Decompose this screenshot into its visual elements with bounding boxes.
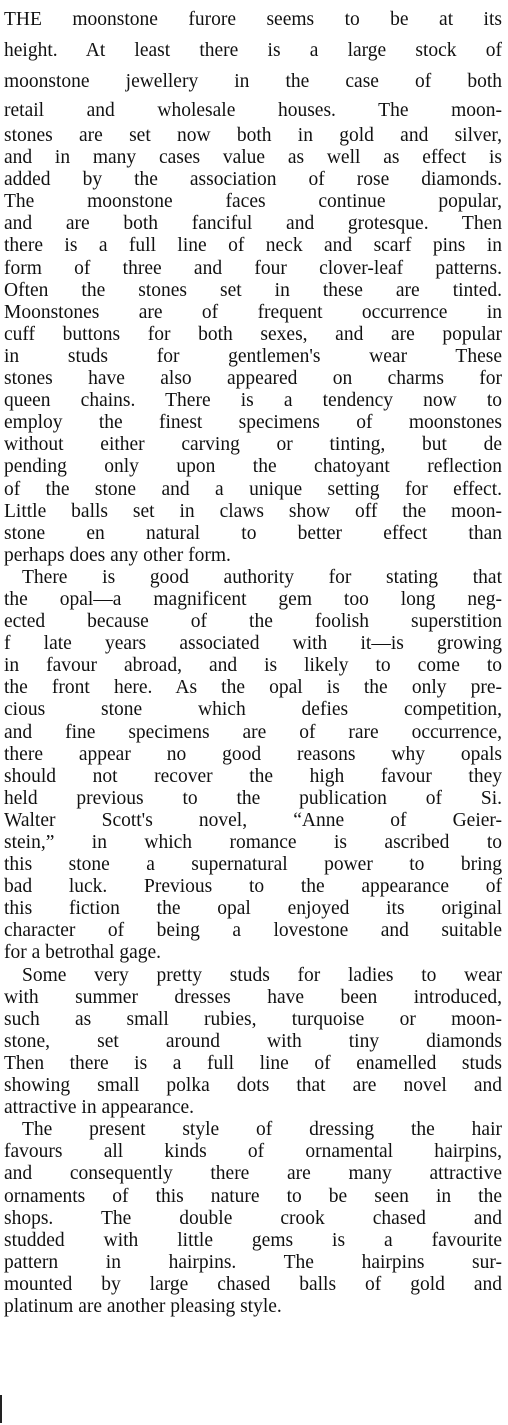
- text-line: there appear no good reasons why opals: [4, 743, 502, 765]
- text-line: studded with little gems is a favourite: [4, 1229, 502, 1251]
- text-line: attractive in appearance.: [4, 1097, 195, 1119]
- text-line: ornaments of this nature to be seen in the: [4, 1185, 502, 1207]
- text-line: added by the association of rose diamonds.: [4, 169, 502, 191]
- text-line: and in many cases value as well as effect is: [4, 147, 502, 169]
- text-line: Some very pretty studs for ladies to wear: [22, 964, 502, 986]
- text-line: should not recover the high favour they: [4, 765, 502, 787]
- text-line: character of being a lovestone and suitable: [4, 920, 502, 942]
- text-line: cuff buttons for both sexes, and are popular: [4, 323, 502, 345]
- article-column: [4, 4, 502, 1318]
- text-line: in favour abroad, and is likely to come to: [4, 655, 502, 677]
- text-line: Then there is a full line of enamelled studs: [4, 1052, 502, 1074]
- text-line: height. At least there is a large stock of: [4, 40, 502, 61]
- text-line: and fine specimens are of rare occurrence,: [4, 721, 502, 743]
- text-line: shops. The double crook chased and: [4, 1207, 502, 1229]
- text-line: form of three and four clover-leaf patterns.: [4, 257, 502, 279]
- text-line: such as small rubies, turquoise or moon-: [4, 1008, 502, 1030]
- text-line: for a betrothal gage.: [4, 942, 162, 964]
- text-line: THE moonstone furore seems to be at its: [4, 9, 502, 30]
- paragraph-studs: [4, 965, 502, 1120]
- paragraph-moonstone: [4, 4, 502, 567]
- text-line: platinum are another pleasing style.: [4, 1295, 282, 1317]
- text-line: the front here. As the opal is the only pre-: [4, 677, 502, 699]
- text-line: stones are set now both in gold and silver,: [4, 125, 502, 146]
- text-line: favours all kinds of ornamental hairpins,: [4, 1141, 502, 1163]
- text-line: and consequently there are many attractive: [4, 1163, 502, 1185]
- paragraph-opal: [4, 567, 502, 965]
- text-line: ected because of the foolish superstition: [4, 611, 502, 633]
- text-line: the opal—a magnificent gem too long neg-: [4, 588, 502, 610]
- text-line: queen chains. There is a tendency now to: [4, 390, 502, 412]
- text-line: perhaps does any other form.: [4, 544, 231, 566]
- text-line: f late years associated with it—is growing: [4, 633, 502, 655]
- text-line: and are both fanciful and grotesque. Then: [4, 213, 502, 235]
- text-line: bad luck. Previous to the appearance of: [4, 876, 502, 898]
- text-line: pattern in hairpins. The hairpins sur-: [4, 1251, 502, 1273]
- column-rule: [0, 1395, 2, 1423]
- text-line: The moonstone faces continue popular,: [4, 191, 502, 213]
- text-line: cious stone which defies competition,: [4, 699, 502, 721]
- text-line: there is a full line of neck and scarf pins in: [4, 235, 502, 257]
- text-line: stones have also appeared on charms for: [4, 368, 502, 390]
- text-line: retail and wholesale houses. The moon-: [4, 100, 502, 121]
- text-line: showing small polka dots that are novel and: [4, 1075, 502, 1097]
- text-line: of the stone and a unique setting for effect.: [4, 478, 502, 500]
- text-line: this stone a supernatural power to bring: [4, 854, 502, 876]
- text-line: employ the finest specimens of moonstones: [4, 412, 502, 434]
- text-line: There is good authority for stating that: [22, 566, 502, 588]
- text-line: stone, set around with tiny diamonds: [4, 1030, 502, 1052]
- text-line: this fiction the opal enjoyed its original: [4, 898, 502, 920]
- text-line: stein,” in which romance is ascribed to: [4, 832, 502, 853]
- text-line: pending only upon the chatoyant reflection: [4, 456, 502, 478]
- text-line: with summer dresses have been introduced,: [4, 986, 502, 1008]
- text-line: stone en natural to better effect than: [4, 522, 502, 544]
- text-line: Often the stones set in these are tinted.: [4, 279, 502, 301]
- text-line: Little balls set in claws show off the moon-: [4, 500, 502, 522]
- text-line: Walter Scott's novel, “Anne of Geier-: [4, 809, 502, 831]
- text-line: in studs for gentlemen's wear These: [4, 345, 502, 367]
- paragraph-hairpins: [4, 1119, 502, 1318]
- text-line: Moonstones are of frequent occurrence in: [4, 301, 502, 323]
- text-line: The present style of dressing the hair: [22, 1119, 502, 1141]
- text-line: mounted by large chased balls of gold and: [4, 1273, 502, 1295]
- text-line: moonstone jewellery in the case of both: [4, 71, 502, 92]
- text-line: held previous to the publication of Si.: [4, 787, 502, 809]
- text-line: without either carving or tinting, but de: [4, 434, 502, 456]
